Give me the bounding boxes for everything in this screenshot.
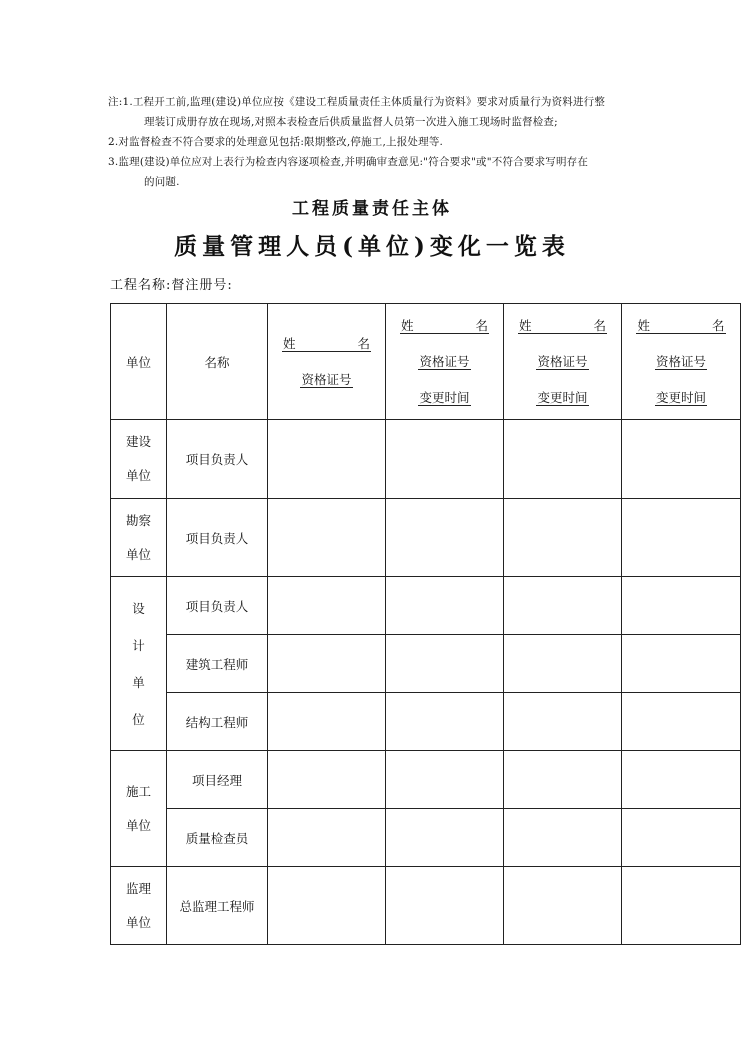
- input-cell[interactable]: [622, 809, 741, 867]
- unit-label-part: 位: [132, 711, 145, 727]
- role-cell: 项目负责人: [167, 420, 268, 499]
- input-cell[interactable]: [504, 635, 622, 693]
- input-cell[interactable]: [504, 420, 622, 499]
- header-cert: 资格证号: [419, 353, 470, 369]
- unit-label-part: 勘察: [125, 512, 151, 528]
- document-title-line1: 工程质量责任主体: [292, 199, 452, 219]
- role-cell: 结构工程师: [167, 693, 268, 751]
- table-row: [111, 809, 741, 867]
- unit-label-part: 建设: [125, 434, 151, 449]
- input-cell[interactable]: [268, 867, 386, 945]
- input-cell[interactable]: [268, 693, 386, 751]
- unit-label-part: 单位: [125, 546, 151, 562]
- header-ming: 名: [712, 317, 725, 333]
- input-cell[interactable]: [268, 499, 386, 577]
- input-cell[interactable]: [504, 499, 622, 577]
- input-cell[interactable]: [268, 809, 386, 867]
- note-line-3: 2.对监督检查不符合要求的处理意见包括:限期整改,停施工,上报处理等.: [108, 136, 444, 148]
- input-cell[interactable]: [622, 635, 741, 693]
- header-xing: 姓: [282, 335, 296, 351]
- personnel-change-table: [110, 303, 741, 945]
- input-cell[interactable]: [504, 867, 622, 945]
- unit-label-part: 单位: [125, 468, 151, 483]
- input-cell[interactable]: [268, 751, 386, 809]
- unit-label-part: 监理: [125, 880, 151, 896]
- input-cell[interactable]: [622, 751, 741, 809]
- input-cell[interactable]: [504, 809, 622, 867]
- header-time: 变更时间: [537, 389, 588, 405]
- input-cell[interactable]: [622, 577, 741, 635]
- role-cell: 项目经理: [167, 751, 268, 809]
- unit-label-construction: [111, 420, 167, 499]
- header-ming: 名: [475, 317, 489, 333]
- input-cell[interactable]: [268, 635, 386, 693]
- table-row: [111, 635, 741, 693]
- table-row: [111, 751, 741, 809]
- header-change-3: [622, 304, 741, 420]
- input-cell[interactable]: [386, 420, 504, 499]
- table-row: [111, 867, 741, 945]
- header-cert: 资格证号: [301, 371, 352, 387]
- table-row: [111, 693, 741, 751]
- header-change-2: [504, 304, 622, 420]
- role-cell: 项目负责人: [167, 577, 268, 635]
- input-cell[interactable]: [504, 577, 622, 635]
- role-cell: 项目负责人: [167, 499, 268, 577]
- unit-label-part: 单: [132, 674, 145, 690]
- input-cell[interactable]: [622, 867, 741, 945]
- notes-block: [108, 92, 668, 192]
- note-line-2: 理装订成册存放在现场,对照本表检查后供质量监督人员第一次进入施工现场时监督检查;: [144, 116, 558, 128]
- note-line-5: 的问题.: [144, 176, 180, 188]
- input-cell[interactable]: [504, 751, 622, 809]
- input-cell[interactable]: [622, 499, 741, 577]
- header-time: 变更时间: [419, 389, 470, 405]
- role-cell: 总监理工程师: [167, 867, 268, 945]
- input-cell[interactable]: [386, 867, 504, 945]
- header-cert: 资格证号: [655, 353, 706, 369]
- table-row: [111, 499, 741, 577]
- input-cell[interactable]: [622, 693, 741, 751]
- table-row: [111, 577, 741, 635]
- unit-label-supervision: [111, 867, 167, 945]
- unit-label-part: 施工: [125, 783, 151, 799]
- header-time: 变更时间: [655, 389, 706, 405]
- header-xing: 姓: [400, 317, 414, 333]
- input-cell[interactable]: [268, 420, 386, 499]
- note-line-1: 注:1.工程开工前,监理(建设)单位应按《建设工程质量责任主体质量行为资料》要求对质量行为资料进行整: [108, 96, 606, 108]
- header-unit: 单位: [111, 304, 167, 420]
- input-cell[interactable]: [386, 499, 504, 577]
- input-cell[interactable]: [386, 693, 504, 751]
- header-xing: 姓: [518, 317, 532, 333]
- header-ming: 名: [357, 335, 371, 351]
- input-cell[interactable]: [386, 635, 504, 693]
- input-cell[interactable]: [386, 809, 504, 867]
- header-name: 名称: [167, 304, 268, 420]
- document-title-line2: 质量管理人员(单位)变化一览表: [174, 233, 570, 260]
- input-cell[interactable]: [386, 751, 504, 809]
- unit-label-contractor: [111, 751, 167, 867]
- input-cell[interactable]: [622, 420, 741, 499]
- header-change-1: [386, 304, 504, 420]
- input-cell[interactable]: [504, 693, 622, 751]
- unit-label-survey: [111, 499, 167, 577]
- input-cell[interactable]: [386, 577, 504, 635]
- input-cell[interactable]: [268, 577, 386, 635]
- unit-label-design: [111, 577, 167, 751]
- header-cert: 资格证号: [537, 353, 588, 369]
- header-original: [268, 304, 386, 420]
- table-row: [111, 420, 741, 499]
- header-ming: 名: [593, 317, 607, 333]
- note-line-4: 3.监理(建设)单位应对上表行为检查内容逐项检查,并明确审查意见:"符合要求"或"不符合要求写明存在: [108, 156, 589, 168]
- unit-label-part: 单位: [125, 914, 151, 930]
- role-cell: 质量检查员: [167, 809, 268, 867]
- header-xing: 姓: [637, 317, 650, 333]
- unit-label-part: 设: [132, 600, 145, 616]
- project-name-label: 工程名称:督注册号:: [110, 278, 233, 293]
- table-header-row: [111, 304, 741, 420]
- unit-label-part: 单位: [125, 817, 151, 833]
- role-cell: 建筑工程师: [167, 635, 268, 693]
- unit-label-part: 计: [132, 637, 145, 653]
